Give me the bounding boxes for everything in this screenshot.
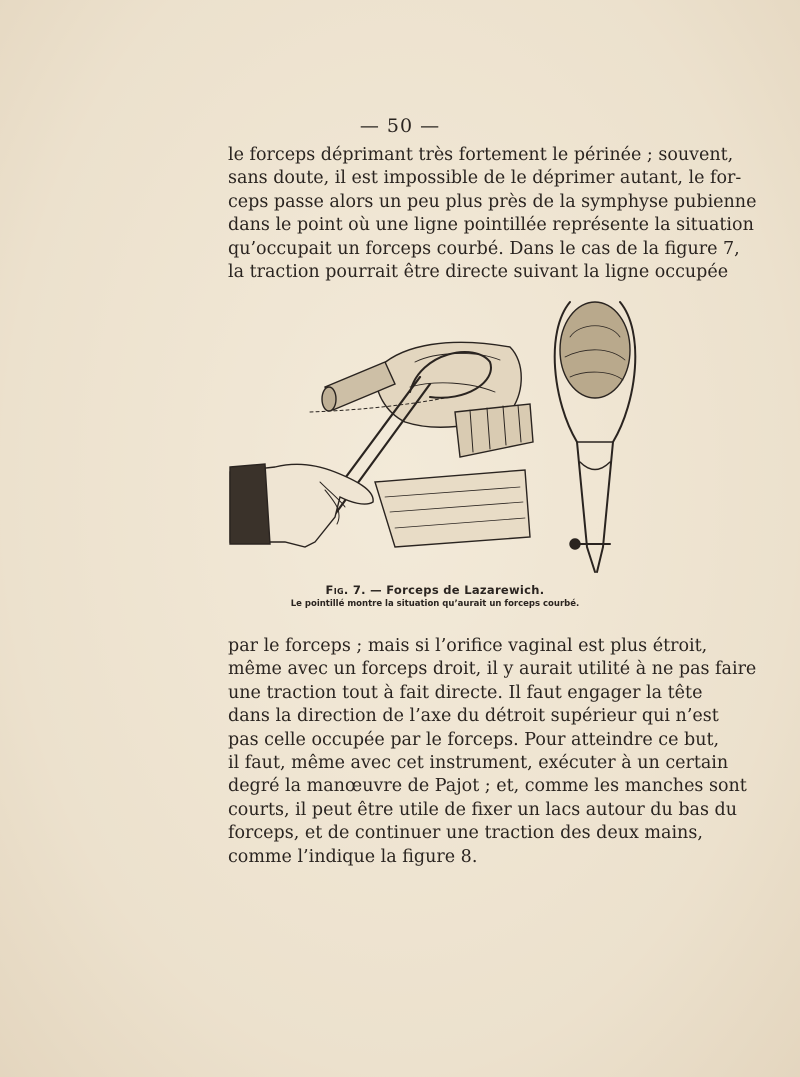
- text-line: courts, il peut être utile de fixer un lacs autour du bas du: [228, 799, 737, 820]
- paragraph-top: [228, 144, 757, 284]
- text-line: pas celle occupée par le forceps. Pour atteindre ce but,: [228, 729, 720, 750]
- text-line: la traction pourrait être directe suivant la ligne occupée: [228, 262, 729, 283]
- page-number: — 50 —: [359, 115, 441, 137]
- text-line: même avec un forceps droit, il y aurait utilité à ne pas faire: [228, 659, 757, 680]
- text-line: sans doute, il est impossible de le déprimer autant, le for-: [228, 168, 742, 189]
- figure-label: Fig. 7.: [325, 583, 366, 597]
- text-line: comme l’indique la figure 8.: [228, 846, 478, 867]
- text-line: forceps, et de continuer une traction des deux mains,: [228, 823, 703, 844]
- text-line: degré la manœuvre de Pajot ; et, comme les manches sont: [228, 776, 747, 797]
- text-line: dans la direction de l’axe du détroit supérieur qui n’est: [228, 706, 719, 727]
- text-line: dans le point où une ligne pointillée représente la situation: [228, 215, 754, 236]
- figure-title: — Forceps de Lazarewich.: [365, 583, 545, 597]
- paragraph-bottom: [228, 635, 757, 869]
- sleeve: [230, 464, 270, 544]
- text-line: qu’occupait un forceps courbé. Dans le cas de la figure 7,: [228, 238, 740, 259]
- figure-note: Le pointillé montre la situation qu’aurait un forceps courbé.: [290, 599, 580, 609]
- text-line: le forceps déprimant très fortement le périnée ; souvent,: [228, 145, 734, 165]
- figure-caption: [200, 583, 670, 597]
- text-line: par le forceps ; mais si l’orifice vaginal est plus étroit,: [228, 636, 708, 656]
- forceps-illustration: [225, 292, 655, 582]
- drape: [375, 470, 530, 547]
- text-line: ceps passe alors un peu plus près de la symphyse pubienne: [228, 191, 757, 212]
- spine: [455, 404, 533, 457]
- text-line: une traction tout à fait directe. Il faut engager la tête: [228, 682, 703, 703]
- text-line: il faut, même avec cet instrument, exécuter à un certain: [228, 753, 729, 774]
